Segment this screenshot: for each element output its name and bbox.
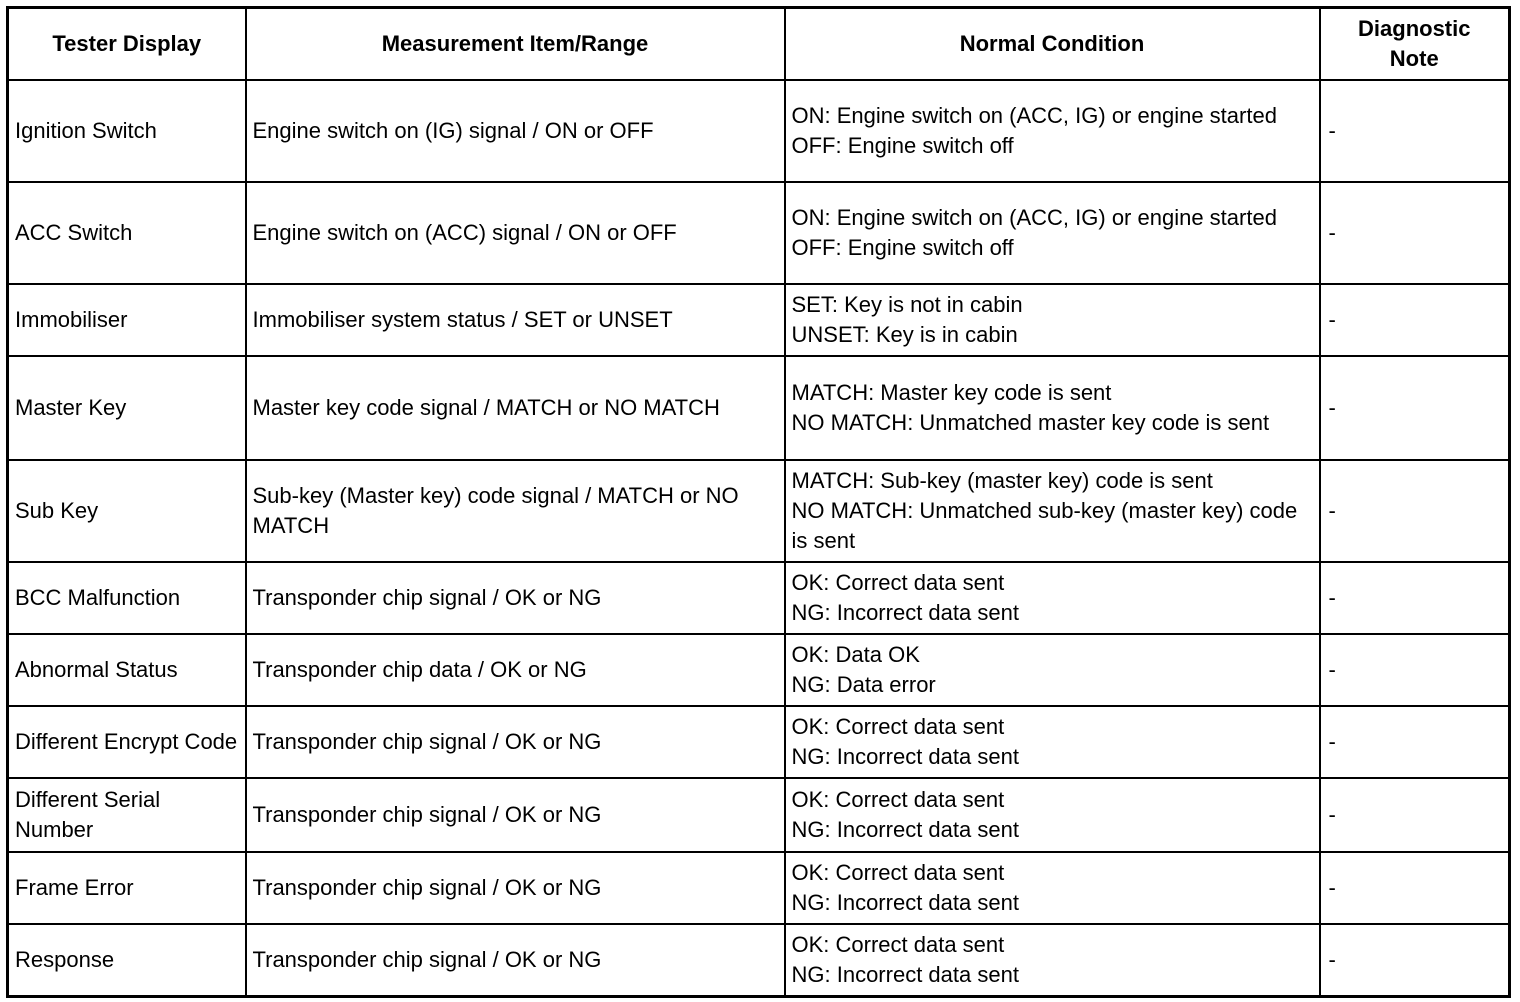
- header-measurement-item-range: Measurement Item/Range: [246, 8, 785, 81]
- data-list-table: [6, 6, 1511, 998]
- measurement-cell: Transponder chip signal / OK or NG: [246, 706, 785, 778]
- diagnostic-note-cell: -: [1320, 356, 1510, 460]
- table-row: [8, 356, 1510, 460]
- normal-condition-cell: OK: Correct data sent NG: Incorrect data sent: [785, 562, 1320, 634]
- diagnostic-note-cell: -: [1320, 460, 1510, 562]
- diagnostic-note-cell: -: [1320, 852, 1510, 924]
- table-row: [8, 182, 1510, 284]
- tester-display-cell: Different Encrypt Code: [8, 706, 246, 778]
- measurement-cell: Engine switch on (IG) signal / ON or OFF: [246, 80, 785, 182]
- header-diagnostic-note: Diagnostic Note: [1320, 8, 1510, 81]
- normal-condition-cell: OK: Correct data sent NG: Incorrect data sent: [785, 852, 1320, 924]
- tester-display-cell: Master Key: [8, 356, 246, 460]
- diagnostic-note-cell: -: [1320, 284, 1510, 356]
- tester-display-cell: Ignition Switch: [8, 80, 246, 182]
- diagnostic-note-cell: -: [1320, 706, 1510, 778]
- table-row: [8, 460, 1510, 562]
- tester-display-cell: Sub Key: [8, 460, 246, 562]
- normal-condition-cell: MATCH: Sub-key (master key) code is sent NO MATCH: Unmatched sub-key (master key) code is sent: [785, 460, 1320, 562]
- table-row: [8, 924, 1510, 996]
- normal-condition-cell: OK: Correct data sent NG: Incorrect data sent: [785, 706, 1320, 778]
- table-row: [8, 562, 1510, 634]
- normal-condition-cell: OK: Correct data sent NG: Incorrect data sent: [785, 924, 1320, 996]
- measurement-cell: Sub-key (Master key) code signal / MATCH or NO MATCH: [246, 460, 785, 562]
- measurement-cell: Master key code signal / MATCH or NO MATCH: [246, 356, 785, 460]
- measurement-cell: Transponder chip data / OK or NG: [246, 634, 785, 706]
- measurement-cell: Transponder chip signal / OK or NG: [246, 778, 785, 852]
- measurement-cell: Engine switch on (ACC) signal / ON or OFF: [246, 182, 785, 284]
- normal-condition-cell: SET: Key is not in cabin UNSET: Key is in cabin: [785, 284, 1320, 356]
- diagnostic-note-cell: -: [1320, 778, 1510, 852]
- table-row: [8, 852, 1510, 924]
- table-row: [8, 706, 1510, 778]
- tester-display-cell: BCC Malfunction: [8, 562, 246, 634]
- tester-display-cell: Frame Error: [8, 852, 246, 924]
- normal-condition-cell: ON: Engine switch on (ACC, IG) or engine started OFF: Engine switch off: [785, 80, 1320, 182]
- tester-display-cell: Different Serial Number: [8, 778, 246, 852]
- normal-condition-cell: ON: Engine switch on (ACC, IG) or engine started OFF: Engine switch off: [785, 182, 1320, 284]
- diagnostic-note-cell: -: [1320, 80, 1510, 182]
- table-row: [8, 80, 1510, 182]
- tester-display-cell: ACC Switch: [8, 182, 246, 284]
- measurement-cell: Immobiliser system status / SET or UNSET: [246, 284, 785, 356]
- header-normal-condition: Normal Condition: [785, 8, 1320, 81]
- table-row: [8, 284, 1510, 356]
- table-header-row: [8, 8, 1510, 81]
- table-row: [8, 634, 1510, 706]
- measurement-cell: Transponder chip signal / OK or NG: [246, 562, 785, 634]
- header-tester-display: Tester Display: [8, 8, 246, 81]
- normal-condition-cell: OK: Data OK NG: Data error: [785, 634, 1320, 706]
- table-row: [8, 778, 1510, 852]
- measurement-cell: Transponder chip signal / OK or NG: [246, 924, 785, 996]
- tester-display-cell: Immobiliser: [8, 284, 246, 356]
- normal-condition-cell: OK: Correct data sent NG: Incorrect data sent: [785, 778, 1320, 852]
- tester-display-cell: Response: [8, 924, 246, 996]
- tester-display-cell: Abnormal Status: [8, 634, 246, 706]
- diagnostic-note-cell: -: [1320, 924, 1510, 996]
- diagnostic-note-cell: -: [1320, 634, 1510, 706]
- diagnostic-note-cell: -: [1320, 562, 1510, 634]
- normal-condition-cell: MATCH: Master key code is sent NO MATCH: Unmatched master key code is sent: [785, 356, 1320, 460]
- diagnostic-note-cell: -: [1320, 182, 1510, 284]
- measurement-cell: Transponder chip signal / OK or NG: [246, 852, 785, 924]
